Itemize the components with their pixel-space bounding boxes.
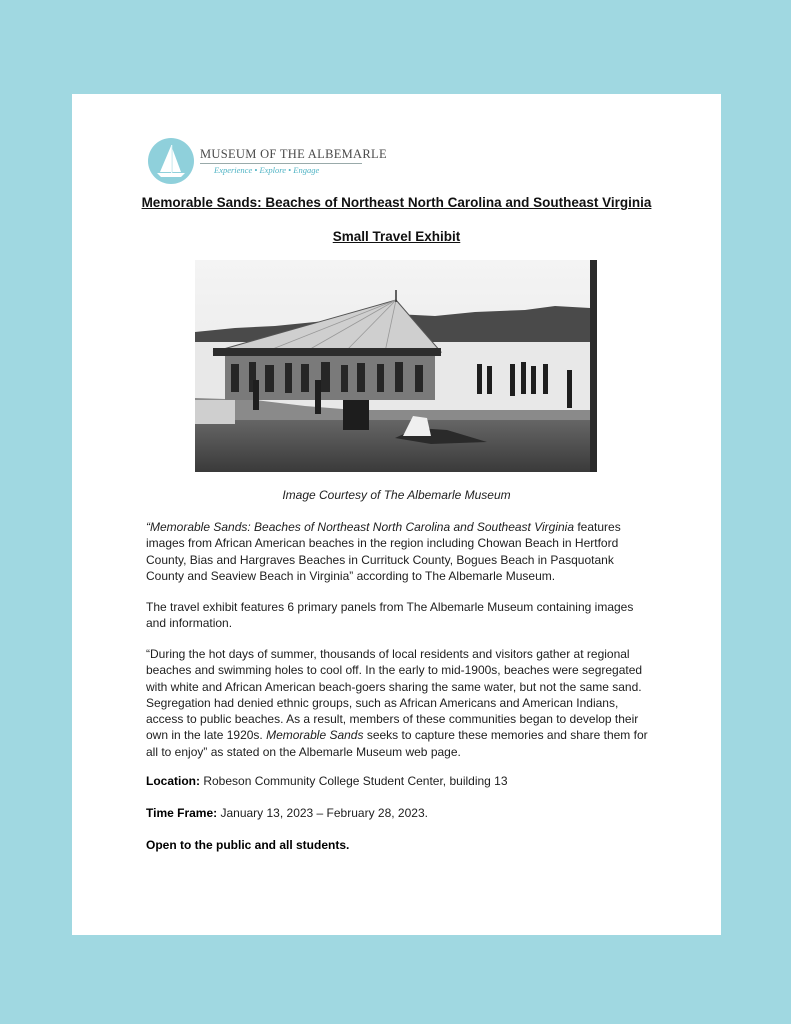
exhibit-name-italic: “Memorable Sands: Beaches of Northeast North Carolina and Southeast Virginia xyxy=(146,520,575,534)
logo-divider xyxy=(200,163,362,164)
timeframe-value: January 13, 2023 – February 28, 2023. xyxy=(217,806,428,820)
museum-quote-ending: seeks to capture these memories and share them for all to enjoy” as stated on the Albemarle Museum web page. xyxy=(146,728,648,759)
exhibit-name-italic: Memorable Sands xyxy=(266,728,364,743)
sailboat-logo-icon xyxy=(148,138,194,184)
open-note: Open to the public and all students. xyxy=(146,838,350,852)
timeframe-label: Time Frame: xyxy=(146,806,218,820)
document-subtitle: Small Travel Exhibit xyxy=(332,229,461,244)
timeframe-line xyxy=(146,805,648,821)
document-page xyxy=(72,94,721,935)
museum-quote xyxy=(146,646,648,760)
museum-name: MUSEUM OF THE ALBEMARLE xyxy=(200,147,387,161)
panels-info: The travel exhibit features 6 primary panels from The Albemarle Museum containing images and information. xyxy=(146,600,634,631)
museum-logo xyxy=(148,138,387,184)
museum-tagline: Experience • Explore • Engage xyxy=(214,165,320,175)
location-line xyxy=(146,773,648,789)
museum-quote-text: “During the hot days of summer, thousands of local residents and visitors gather at regional beaches and swimming holes to cool off. In the early to mid-1900s, beaches were segregated with white and African American beach-goers sharing the same water, but not the same sand. Segregation had denied ethnic groups, such as African Americans and American Indians, access to public beaches. As a result, members of these communities began to develop their own in the late 1920s. xyxy=(146,647,643,743)
photo-caption: Image Courtesy of The Albemarle Museum xyxy=(282,488,511,502)
location-label: Location: xyxy=(146,774,200,788)
exhibit-description-text: features images from African American beaches in the region including Chowan Beach in Hertford County, Bias and Hargraves Beaches in Currituck County, Bogues Beach in Pasquotank County and Seaview Beach in Virginia” according to The Albemarle Museum. xyxy=(146,520,621,583)
beach-carousel-photo xyxy=(195,260,597,472)
exhibit-description xyxy=(146,519,648,584)
location-value: Robeson Community College Student Center, building 13 xyxy=(200,774,508,788)
document-title: Memorable Sands: Beaches of Northeast North Carolina and Southeast Virginia xyxy=(141,195,652,210)
